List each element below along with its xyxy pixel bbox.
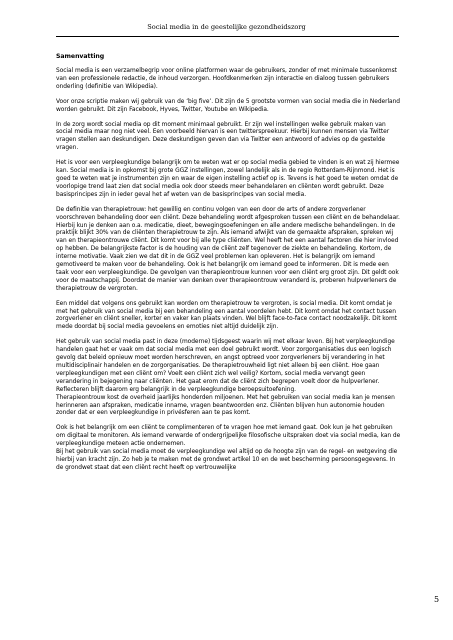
section-title: Samenvatting xyxy=(56,53,105,60)
paragraph-definition: Social media is een verzamelbegrip voor online platformen waar de gebruikers, zonder of met minimale tussenkomst van een professionele redactie, de inhoud verzorgen. Hoofdkenmerken zijn interactie en dialoog tussen gebruikers onderling (definitie van Wikipedia). xyxy=(56,68,397,90)
paragraph-therapy-adherence: De definitie van therapietrouw: het gewillig en continu volgen van een door de arts of andere zorgverlener voorschreven behandeling door een cliënt. Deze behandeling wordt afgesproken tussen een cliënt en de behandelaar. Hierbij kun je denken aan o.a. medicatie, dieet, bewegingsoefeningen en alle andere medische behandelingen. In de praktijk blijkt 30% van de cliënten therapietrouw te zijn. Als iemand afwijkt van de gemaakte afspraken, spreken wij van en therapieontrouwe cliënt. Dit komt voor bij alle type cliënten. Wel heeft het een aantal factoren die hier invloed op hebben. De belangrijkste factor is de houding van de cliënt zelf tegenover de ziekte en behandeling. Kortom, de interne motivatie. Vaak zien we dat dit in de GGZ veel problemen kan opleveren. Het is belangrijk om iemand gemotiveerd te maken voor de behandeling. Ook is het belangrijk om iemand goed te informeren. Dit is mede een taak voor een verpleegkundige. De gevolgen van therapieontrouw kunnen voor een cliënt erg groot zijn. Dit geldt ook voor de maatschappij. Doordat de manier van denken over therapieontrouw veranderd is, proberen hulpverleners de therapietrouw de vergroten. xyxy=(56,206,400,292)
header-divider xyxy=(56,36,399,37)
paragraph-big-five: Voor onze scriptie maken wij gebruik van de ‘big five’. Dit zijn de 5 grootste vormen van social media die in Nederland worden gebruikt. Dit zijn Facebook, Hyves, Twitter, Youtube en Wikipedia. xyxy=(56,98,400,113)
page-content xyxy=(56,53,401,473)
paragraph-means: Een middel dat volgens ons gebruikt kan worden om therapietrouw te vergroten, is social media. Dit komt omdat je met het gebruik van social media bij een behandeling een aantal voordelen hebt. Dit komt omdat het contact tussen zorgverlener en cliënt sneller, korter en vaker kan plaats vinden. Wel blijft face-to-face contact noodzakelijk. Dit komt mede doordat bij social media gevoelens en emoties niet altijd duidelijk zijn. xyxy=(56,300,397,331)
page-number: 5 xyxy=(434,595,440,604)
paragraph-care-usage: In de zorg wordt social media op dit moment minimaal gebruikt. Er zijn wel instellingen welke gebruik maken van social media maar nog niet veel. Een voorbeeld hiervan is een twitterspreekuur. Hierbij kunnen mensen via Twitter vragen stellen aan deskundigen. Deze deskundigen geven dan via Twitter een antwoord of advies op de gestelde vragen. xyxy=(56,121,390,152)
paragraph-complimenting: Ook is het belangrijk om een cliënt te complimenteren of te vragen hoe met iemand gaat. Ook kun je het gebruiken om digitaal te monitoren. Als iemand verwarde of ondergrijpelijke filosofische uitspraken doet via social media, kan de verpleegkundige meteen actie ondernemen. xyxy=(56,425,401,448)
paragraph-modern-era: Het gebruik van social media past in deze (moderne) tijdsgeest waarin wij met elkaar leven. Bij het verpleegkundige handelen gaat het er vaak om dat social media met een doel gebruikt wordt. Voor zorgorganisaties dus een logisch gevolg dat beleid opnieuw moet worden herschreven, en angst optreed voor zorgverleners bij verandering in het multidisciplinair handelen en de zorgorganisaties. De therapietrouwheid ligt niet alleen bij een cliënt. Hoe gaan verpleegkundigen met een cliënt om? Voelt een cliënt zich wel veilig? Kortom, social media vervangt geen verandering in bejegening naar cliënten. Het gaat erom dat de cliënt zich begrepen voelt door de hulpverlener. Reflecteren blijft daarom erg belangrijk in de verpleegkundige beroepsuitoefening. xyxy=(56,339,395,393)
paragraph-costs: Therapieontrouw kost de overheid jaarlijks honderden miljoenen. Met het gebruiken van social media kan je mensen herinneren aan afspraken, medicatie inname, vragen beantwoorden enz. Cliënten blijven hun autonomie houden zonder dat er een verpleegkundige in privésferen aan te pas komt. xyxy=(56,394,395,417)
paragraph-nurse-knowledge: Het is voor een verpleegkundige belangrijk om te weten wat er op social media gebied te vinden is en wat zij hiermee kan. Social media is in opkomst bij grote GGZ instellingen, zowel landelijk als in de regio Rotterdam-Rijnmond. Het is goed te weten wat je instrumenten zijn en waar de eigen instelling actief op is. Tevens is het goed te weten omdat de voorlopige trend laat zien dat social media ook door steeds meer behandelaren en cliënten wordt gebruikt. Deze basisprincipes zijn in ieder geval het af weten van de basisprincipes van social media. xyxy=(56,160,400,198)
paragraph-legislation: Bij het gebruik van social media moet de verpleegkundige wel altijd op de hoogte zijn van de regel- en wetgeving die hierbij van kracht zijn. Zo heb je te maken met de grondwet artikel 10 en de wet bescherming persoonsgegevens. In de grondwet staat dat een cliënt recht heeft op vertrouwelijke xyxy=(56,449,398,471)
running-header: Social media in de geestelijke gezondheidszorg xyxy=(147,23,306,31)
